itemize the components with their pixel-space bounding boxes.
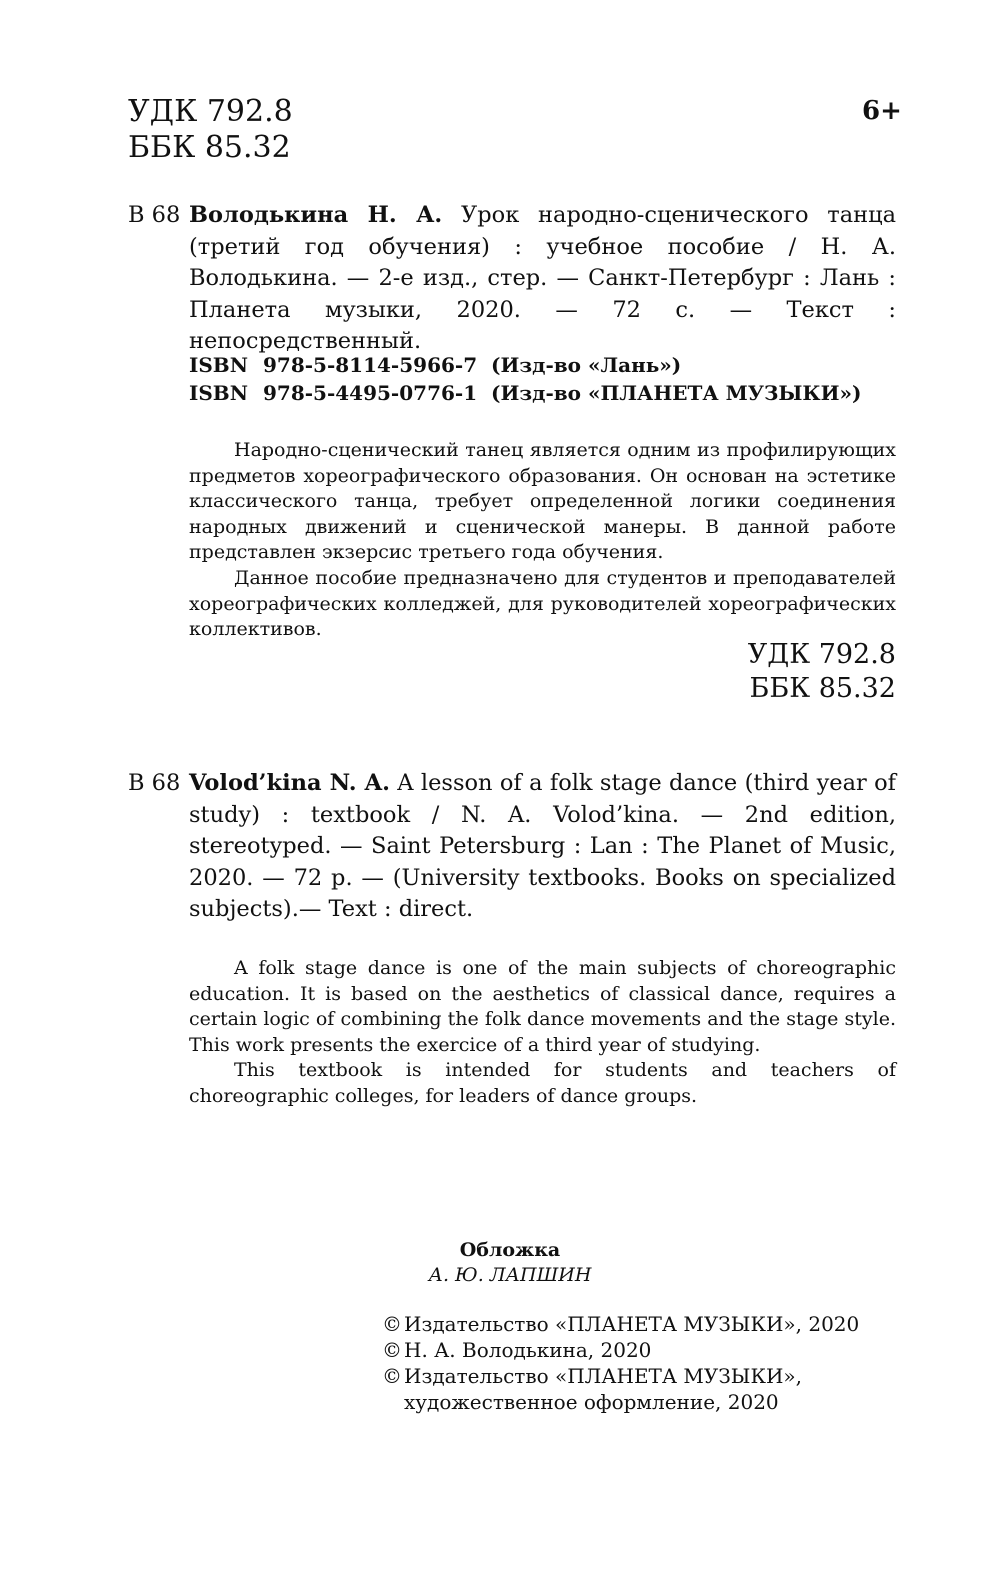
isbn-label: ISBN xyxy=(189,353,248,377)
cover-artist: А. Ю. ЛАПШИН xyxy=(428,1264,592,1286)
en-bibliographic-entry xyxy=(128,768,896,926)
isbn-row xyxy=(189,379,861,407)
ru-author: Володькина Н. А. xyxy=(189,202,443,228)
copyright-text: Издательство «ПЛАНЕТА МУЗЫКИ», xyxy=(404,1364,802,1388)
classification-right xyxy=(690,638,896,706)
annotation-paragraph: Народно-сценический танец является одним из профилирующих предметов хореографического образования. Он основан на эстетике классического танца, требует определенной логики соединения народных движений и сценической манеры. В данной работе представлен экзерсис третьего года обучения. xyxy=(189,439,896,564)
udk-code: УДК 792.8 xyxy=(747,639,896,670)
copyright-icon: © xyxy=(382,1312,402,1336)
copyright-line xyxy=(382,1363,902,1389)
age-rating: 6+ xyxy=(862,96,902,126)
isbn-number: 978-5-8114-5966-7 xyxy=(263,353,478,377)
copyright-line xyxy=(382,1337,902,1363)
copyright-text: Издательство «ПЛАНЕТА МУЗЫКИ», 2020 xyxy=(404,1312,860,1336)
isbn-publisher: (Изд-во «ПЛАНЕТА МУЗЫКИ») xyxy=(491,381,862,405)
isbn-row xyxy=(189,351,861,379)
en-entry-text: A lesson of a folk stage dance (third year of study) : textbook / N. A. Volod’kina. — 2nd edition, stereotyped. — Saint Petersburg : Lan : The Planet of Music, 2020. — 72 p. — (University textbooks. Books on specialized subjects).— Text : direct. xyxy=(189,770,897,922)
annotation-paragraph: Данное пособие предназначено для студентов и преподавателей хореографических колледжей, для руководителей хореографических коллективов. xyxy=(189,566,896,641)
en-entry-body xyxy=(189,768,896,926)
ru-annotation xyxy=(189,438,896,643)
udk-code: УДК 792.8 xyxy=(128,94,293,129)
ru-entry-text: Урок народно-сценического танца (третий год обучения) : учебное пособие / Н. А. Володькина. — 2-е изд., стер. — Санкт-Петербург : Лань : Планета музыки, 2020. — 72 с. — Текст : непосредственный. xyxy=(189,202,896,354)
annotation-paragraph: A folk stage dance is one of the main subjects of choreographic education. It is based on the aesthetics of classical dance, requires a certain logic of combining the folk dance movements and the stage style. This work presents the exercice of a third year of studying. xyxy=(189,957,896,1056)
isbn-publisher: (Изд-во «Лань») xyxy=(491,353,682,377)
copyright-icon: © xyxy=(382,1364,402,1388)
bbk-code: ББК 85.32 xyxy=(749,673,896,704)
copyright-text: Н. А. Володькина, 2020 xyxy=(404,1338,652,1362)
copyright-block xyxy=(382,1311,902,1415)
isbn-number: 978-5-4495-0776-1 xyxy=(263,381,478,405)
bbk-code: ББК 85.32 xyxy=(128,130,291,165)
isbn-label: ISBN xyxy=(189,381,248,405)
en-author: Volod’kina N. A. xyxy=(189,770,390,796)
author-sign: В 68 xyxy=(128,202,181,228)
isbn-block xyxy=(189,351,861,407)
copyright-continuation: художественное оформление, 2020 xyxy=(404,1390,779,1414)
copyright-line xyxy=(382,1311,902,1337)
copyright-icon: © xyxy=(382,1338,402,1362)
author-sign: В 68 xyxy=(128,770,181,796)
annotation-paragraph: This textbook is intended for students and teachers of choreographic colleges, for leaders of dance groups. xyxy=(189,1059,896,1107)
en-annotation xyxy=(189,956,896,1110)
cover-label: Обложка xyxy=(459,1239,561,1261)
ru-entry-body xyxy=(189,200,896,358)
ru-bibliographic-entry xyxy=(128,200,896,358)
classification-top xyxy=(128,94,293,166)
cover-credit xyxy=(380,1238,640,1288)
